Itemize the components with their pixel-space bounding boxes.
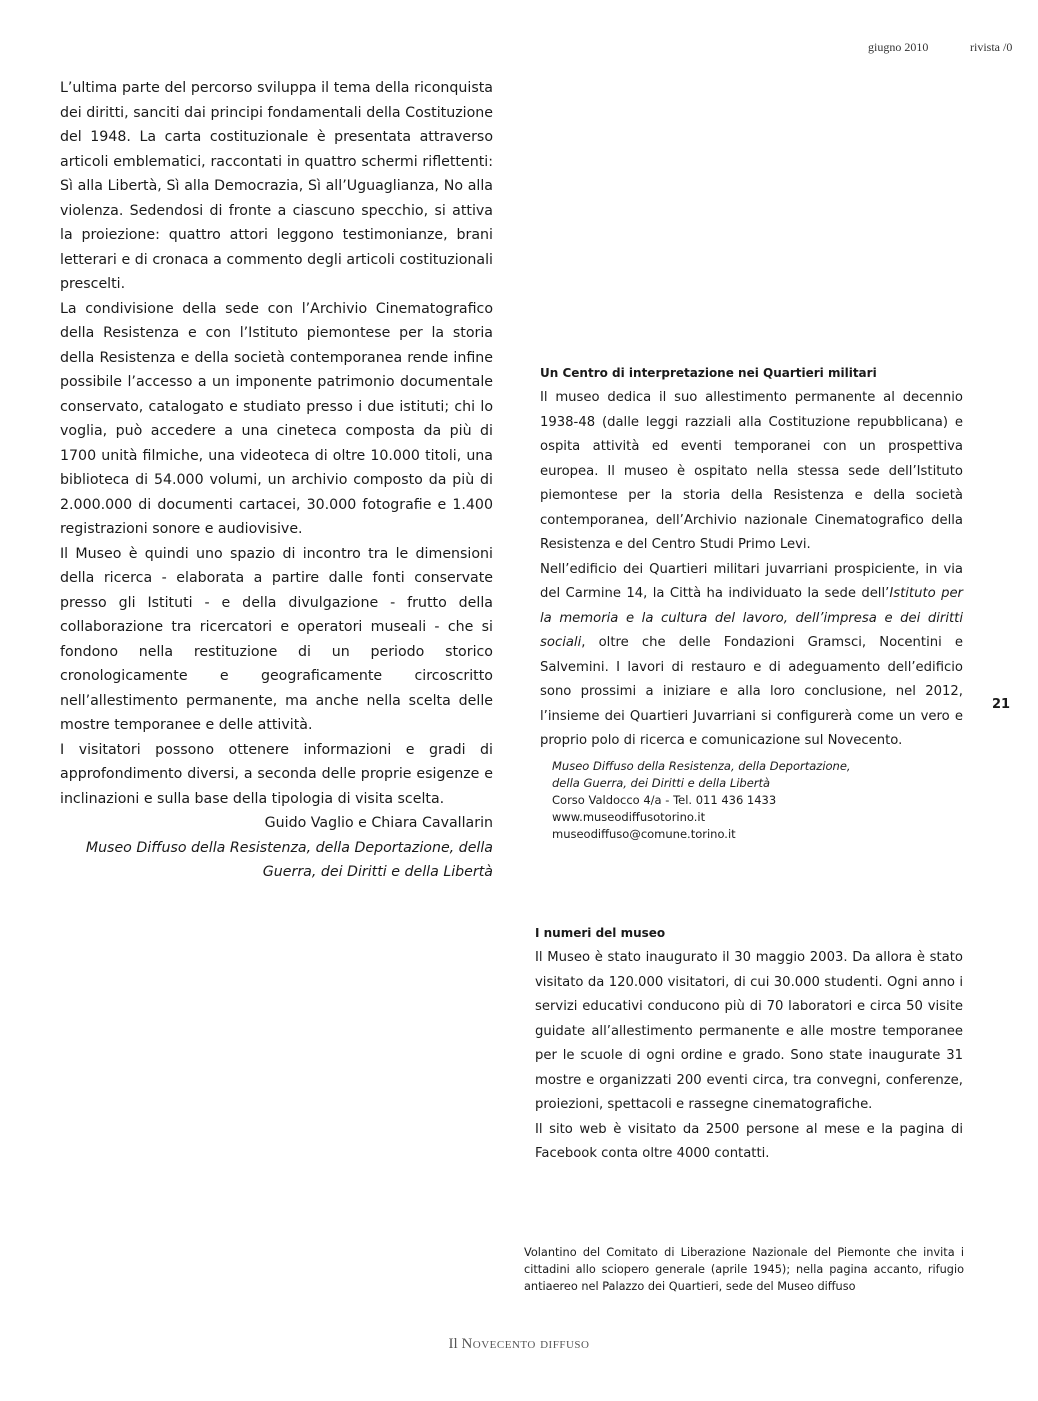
centro-p2-text-b: , oltre che delle Fondazioni Gramsci, Nocentini e Salvemini. I lavori di restauro e di adeguamento dell’edificio sono prossimi a iniziare e alla loro conclusione, nel 2012, l’insieme dei Quartieri Juvarriani si configurerà come un vero e proprio polo di ricerca e comunicazione sul Novecento.	[540, 635, 963, 748]
centro-p2-text-a: Nell’edificio dei Quartieri militari juvarriani prospiciente, in via del Carmine 14, la Città ha individuato la sede dell’	[540, 561, 963, 601]
address-email-link[interactable]: museodiffuso@comune.torino.it	[552, 826, 736, 841]
left-paragraph-1: L’ultima parte del percorso sviluppa il tema della riconquista dei diritti, sanciti dai principi fondamentali della Costituzione del 1948. La carta costituzionale è presentata attraverso articoli emblematici, raccontati in quattro schermi riflettenti: Sì alla Libertà, Sì alla Democrazia, Sì all’Uguaglianza, No alla violenza. Sedendosi di fronte a ciascuno specchio, si attiva la proiezione: quattro attori leggono testimonianze, brani letterari e di cronaca a commento degli articoli costituzionali prescelti.	[60, 80, 493, 292]
address-name-line-1: Museo Diffuso della Resistenza, della Deportazione,	[552, 758, 851, 773]
authors-signature: Guido Vaglio e Chiara Cavallarin	[264, 815, 493, 831]
footer-title	[0, 1336, 1038, 1353]
centro-paragraph-2	[540, 558, 963, 754]
authors-institution: Museo Diffuso della Resistenza, della Deportazione, della Guerra, dei Diritti e della Libertà	[85, 839, 493, 880]
page-number: 21	[992, 697, 1011, 712]
numeri-paragraph-1: Il Museo è stato inaugurato il 30 maggio 2003. Da allora è stato visitato da 120.000 visitatori, di cui 30.000 studenti. Ogni anno i servizi educativi conducono più di 70 laboratori e circa 50 visite guidate all’allestimento permanente e alle mostre temporanee per le scuole di ogni ordine e grado. Sono state inaugurate 31 mostre e organizzati 200 eventi circa, tra convegni, conferenze, proiezioni, spettacoli e rassegne cinematografiche.	[535, 950, 963, 1112]
museum-address	[552, 758, 963, 843]
left-paragraph-2: La condivisione della sede con l’Archivio Cinematografico della Resistenza e con l’Istituto piemontese per la storia della Resistenza e della società contemporanea rende infine possibile l’accesso a un imponente patrimonio documentale conservato, catalogato e studiato presso i due istituti; chi lo voglia, può accedere a una cineteca composta da più di 1700 unità filmiche, una videoteca di oltre 10.000 titoli, una biblioteca di 54.000 volumi, un archivio composto da più di 2.000.000 di documenti cartacei, 30.000 fotografie e 1.400 registrazioni sonore e audiovisive.	[60, 300, 493, 537]
section-title-numeri: I numeri del museo	[535, 926, 666, 940]
address-name-line-2: della Guerra, dei Diritti e della Libertà	[552, 775, 771, 790]
header-date: giugno 2010	[868, 40, 929, 54]
left-paragraph-3: Il Museo è quindi uno spazio di incontro tra le dimensioni della ricerca - elaborata a partire dalle fonti conservate presso gli Istituti - e della divulgazione - frutto della collaborazione tra ricercatori e operatori museali - che si fondono nella restituzione di un periodo storico cronologicamente e geograficamente circoscritto nell’allestimento permanente, ma anche nella scelta delle mostre temporanee e delle attività.	[60, 545, 493, 733]
centro-p2-italic: Istituto per la memoria e la cultura del lavoro, dell’impresa e dei diritti sociali	[540, 586, 963, 650]
header-issue: rivista /0	[970, 40, 1013, 54]
address-street: Corso Valdocco 4/a - Tel. 011 436 1433	[552, 792, 777, 807]
left-paragraph-4: I visitatori possono ottenere informazioni e gradi di approfondimento diversi, a seconda delle proprie esigenze e inclinazioni e sulla base della tipologia di visita scelta.	[60, 741, 493, 807]
footer-title-rest: Novecento diffuso	[461, 1336, 590, 1352]
section-title-centro: Un Centro di interpretazione nei Quartieri militari	[540, 366, 877, 380]
left-column	[60, 76, 493, 885]
centro-paragraph-1: Il museo dedica il suo allestimento permanente al decennio 1938-48 (dalle leggi razziali alla Costituzione repubblicana) e ospita attività ed eventi temporanei con un prospettiva europea. Il museo è ospitato nella stessa sede dell’Istituto piemontese per la storia della Resistenza e della società contemporanea, dell’Archivio nazionale Cinematografico della Resistenza e del Centro Studi Primo Levi.	[540, 390, 963, 552]
address-website-link[interactable]: www.museodiffusotorino.it	[552, 809, 706, 824]
numeri-paragraph-2: Il sito web è visitato da 2500 persone al mese e la pagina di Facebook conta oltre 4000 contatti.	[535, 1121, 963, 1161]
numbers-column	[535, 924, 963, 1167]
image-caption: Volantino del Comitato di Liberazione Nazionale del Piemonte che invita i cittadini allo sciopero generale (aprile 1945); nella pagina accanto, rifugio antiaereo nel Palazzo dei Quartieri, sede del Museo diffuso	[524, 1246, 964, 1293]
footer-title-first: Il	[448, 1336, 458, 1352]
right-column	[540, 364, 963, 843]
